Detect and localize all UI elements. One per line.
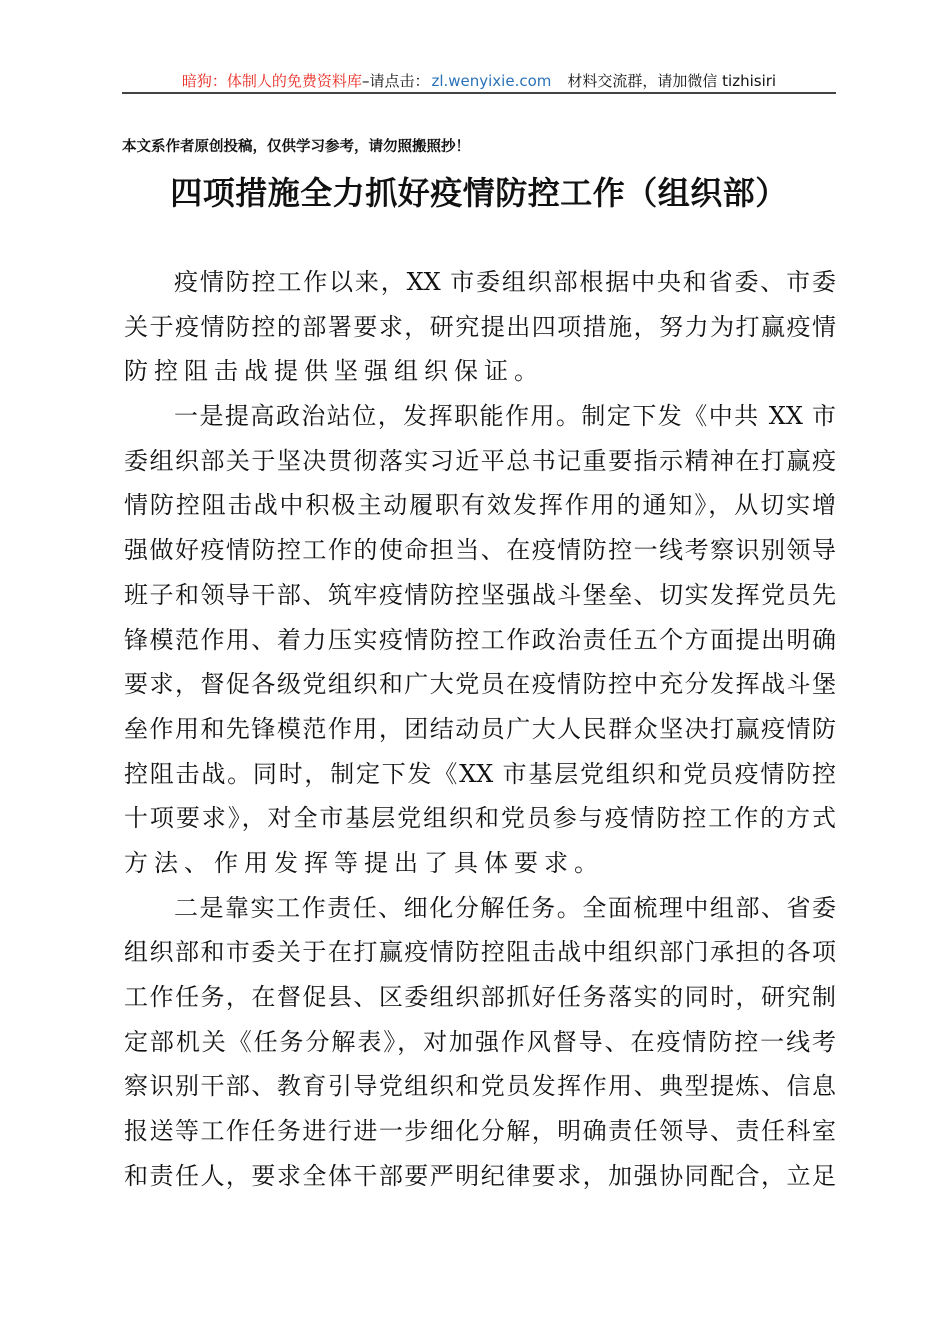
text-line: 察识别干部、教育引导党组织和党员发挥作用、典型提炼、信息 (124, 1072, 836, 1101)
text-line: 垒作用和先锋模范作用，团结动员广大人民群众坚决打赢疫情防 (124, 714, 836, 743)
wechat-note: 材料交流群，请加微信 tizhisiri (567, 72, 777, 90)
text-line: 和责任人，要求全体干部要严明纪律要求，加强协同配合，立足 (124, 1161, 836, 1190)
text-line: 控阻击战。同时，制定下发《XX 市基层党组织和党员疫情防控 (124, 759, 836, 788)
click-prompt: –请点击： (361, 72, 430, 90)
text-line: 一是提高政治站位，发挥职能作用。制定下发《中共 XX 市 (174, 402, 836, 431)
text-line: 委组织部关于坚决贯彻落实习近平总书记重要指示精神在打赢疫 (124, 446, 836, 475)
text-line: 情防控阻击战中积极主动履职有效发挥作用的通知》，从切实增 (124, 491, 836, 520)
text-line: 工作任务，在督促县、区委组织部抓好任务落实的同时，研究制 (124, 983, 836, 1011)
text-line: 防控阻击战提供坚强组织保证。 (124, 357, 544, 386)
text-line: 二是靠实工作责任、细化分解任务。全面梳理中组部、省委 (174, 893, 836, 922)
site-link[interactable]: zl.wenyixie.com (431, 72, 552, 90)
text-line: 十项要求》，对全市基层党组织和党员参与疫情防控工作的方式 (124, 804, 836, 833)
document-title: 四项措施全力抓好疫情防控工作（组织部） (170, 174, 788, 212)
page-header (122, 70, 836, 91)
site-name: 暗狗：体制人的免费资料库 (181, 72, 362, 90)
text-line: 疫情防控工作以来，XX 市委组织部根据中央和省委、市委 (174, 268, 836, 296)
text-line: 方法、作用发挥等提出了具体要求。 (124, 848, 604, 877)
text-line: 组织部和市委关于在打赢疫情防控阻击战中组织部门承担的各项 (124, 938, 836, 967)
text-line: 班子和领导干部、筑牢疫情防控坚强战斗堡垒、切实发挥党员先 (124, 580, 836, 609)
text-line: 要求，督促各级党组织和广大党员在疫情防控中充分发挥战斗堡 (124, 670, 836, 699)
document-body (124, 262, 836, 1200)
text-line: 报送等工作任务进行进一步细化分解，明确责任领导、责任科室 (124, 1117, 836, 1146)
header-divider (122, 92, 836, 94)
text-line: 定部机关《任务分解表》，对加强作风督导、在疫情防控一线考 (124, 1027, 836, 1056)
copyright-notice: 本文系作者原创投稿，仅供学习参考，请勿照搬照抄！ (122, 138, 470, 155)
text-line: 关于疫情防控的部署要求，研究提出四项措施，努力为打赢疫情 (124, 312, 836, 341)
text-line: 强做好疫情防控工作的使命担当、在疫情防控一线考察识别领导 (124, 536, 836, 565)
text-line: 锋模范作用、着力压实疫情防控工作政治责任五个方面提出明确 (124, 625, 836, 654)
